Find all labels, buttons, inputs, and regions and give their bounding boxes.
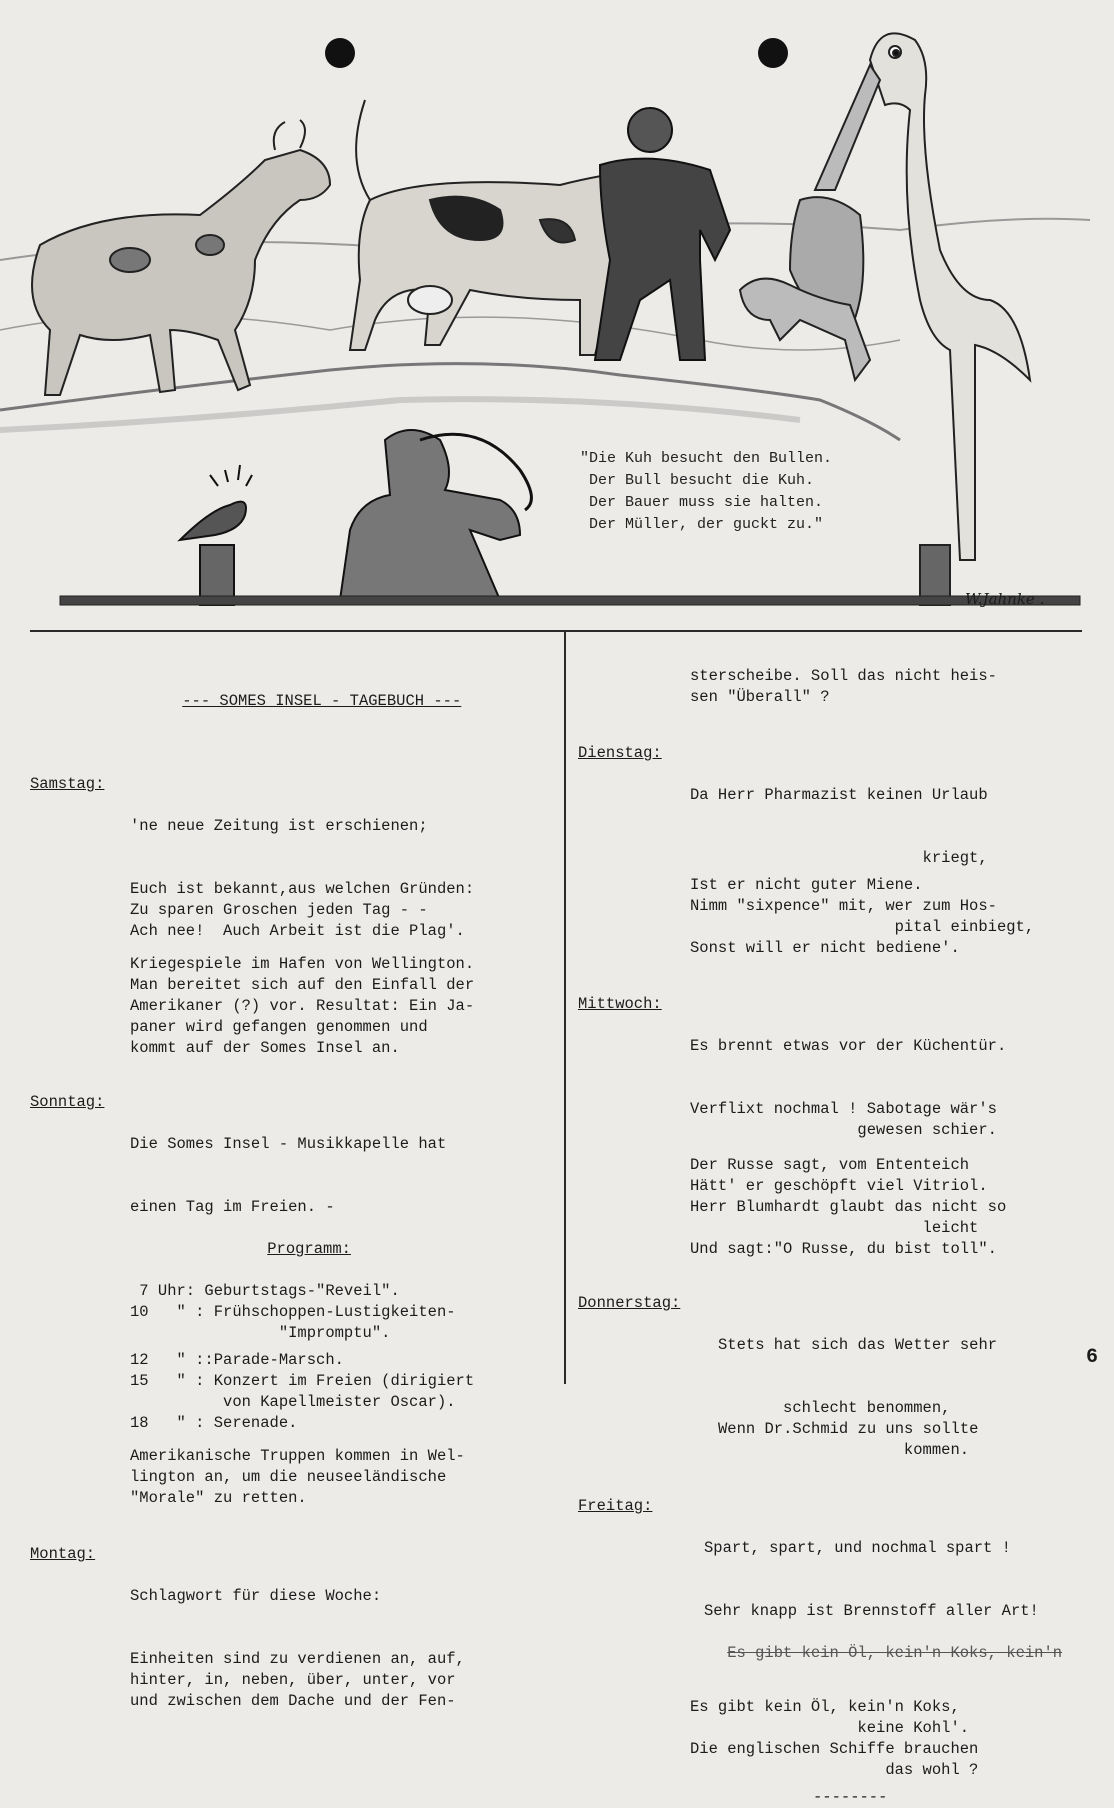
- programm-line: 12 " ::Parade-Marsch.: [130, 1351, 344, 1369]
- text-line: Man bereitet sich auf den Einfall der: [130, 976, 475, 994]
- diary-title: --- SOMES INSEL - TAGEBUCH ---: [182, 692, 462, 710]
- text-line: Hätt' er geschöpft viel Vitriol.: [690, 1177, 988, 1195]
- miller-figure: [340, 430, 531, 600]
- text-line: das wohl ?: [690, 1761, 979, 1779]
- text-line: Sonst will er nicht bediene'.: [690, 939, 960, 957]
- text-line: Da Herr Pharmazist keinen Urlaub: [690, 786, 988, 804]
- right-column: [578, 666, 1108, 1808]
- text-line: lington an, um die neuseeländische: [130, 1468, 447, 1486]
- text-line: Sehr knapp ist Brennstoff aller Art!: [704, 1602, 1039, 1620]
- text-line: Verflixt nochmal ! Sabotage wär's: [690, 1100, 997, 1118]
- left-column: [30, 670, 555, 1712]
- text-line: pital einbiegt,: [690, 918, 1035, 936]
- text-line: Es gibt kein Öl, kein'n Koks,: [690, 1698, 960, 1716]
- text-line: keine Kohl'.: [690, 1719, 970, 1737]
- illustrator-signature: W.Jahnke .: [965, 590, 1045, 608]
- bull-figure: [32, 120, 330, 395]
- text-line: 'ne neue Zeitung ist erschienen;: [130, 817, 428, 835]
- text-line: hinter, in, neben, über, unter, vor: [130, 1671, 456, 1689]
- text-line: Schlagwort für diese Woche:: [130, 1587, 382, 1605]
- programm-line: von Kapellmeister Oscar).: [130, 1393, 456, 1411]
- text-line: Stets hat sich das Wetter sehr: [718, 1336, 998, 1354]
- text-line: kriegt,: [690, 849, 988, 867]
- text-line: kommt auf der Somes Insel an.: [130, 1039, 400, 1057]
- text-line: leicht: [690, 1219, 979, 1237]
- text-line: schlecht benommen,: [690, 1399, 951, 1417]
- day-sonntag: Sonntag:: [30, 1093, 105, 1111]
- text-line: Wenn Dr.Schmid zu uns sollte: [718, 1420, 979, 1438]
- text-line: Ist er nicht guter Miene.: [690, 876, 923, 894]
- programm-line: 7 Uhr: Geburtstags-"Reveil".: [130, 1282, 400, 1300]
- text-line: Nimm "sixpence" mit, wer zum Hos-: [690, 897, 997, 915]
- text-line: einen Tag im Freien. -: [130, 1198, 335, 1216]
- caption-line: "Die Kuh besucht den Bullen.: [580, 450, 833, 467]
- page-number: 6: [1085, 1346, 1098, 1369]
- text-line: kommen.: [690, 1441, 970, 1459]
- programm-line: 15 " : Konzert im Freien (dirigiert: [130, 1372, 475, 1390]
- text-line: Einheiten sind zu verdienen an, auf,: [130, 1650, 465, 1668]
- text-line: Die Somes Insel - Musikkapelle hat: [130, 1135, 447, 1153]
- day-mittwoch: Mittwoch:: [578, 995, 662, 1013]
- caption-line: Der Bull besucht die Kuh.: [580, 472, 815, 489]
- text-line: gewesen schier.: [690, 1121, 997, 1139]
- programm-line: "Impromptu".: [130, 1324, 391, 1342]
- programm-line: 18 " : Serenade.: [130, 1414, 298, 1432]
- day-montag: Montag:: [30, 1545, 96, 1563]
- bird-on-post: [180, 465, 252, 605]
- cartoon-illustration: [0, 0, 1114, 620]
- text-line: Zu sparen Groschen jeden Tag - -: [130, 901, 428, 919]
- text-line: Amerikaner (?) vor. Resultat: Ein Ja-: [130, 997, 475, 1015]
- text-line: Der Russe sagt, vom Ententeich: [690, 1156, 970, 1174]
- text-line: Die englischen Schiffe brauchen: [690, 1740, 979, 1758]
- column-divider: [564, 632, 566, 1384]
- text-line: Und sagt:"O Russe, du bist toll".: [690, 1240, 997, 1258]
- caption-line: Der Müller, der guckt zu.": [580, 516, 824, 533]
- text-line: "Morale" zu retten.: [130, 1489, 307, 1507]
- text-line: Kriegespiele im Hafen von Wellington.: [130, 955, 475, 973]
- cartoon-caption: [580, 448, 910, 536]
- end-rule: --------: [813, 1788, 888, 1806]
- text-line: paner wird gefangen genommen und: [130, 1018, 428, 1036]
- caption-line: Der Bauer muss sie halten.: [580, 494, 824, 511]
- text-line: Es brennt etwas vor der Küchentür.: [690, 1037, 1007, 1055]
- struck-line: Es gibt kein Öl, kein'n Koks, kein'n: [727, 1644, 1063, 1662]
- text-line: Euch ist bekannt,aus welchen Gründen:: [130, 880, 475, 898]
- text-line: Herr Blumhardt glaubt das nicht so: [690, 1198, 1007, 1216]
- day-donnerstag: Donnerstag:: [578, 1294, 681, 1312]
- programm-heading: Programm:: [267, 1240, 351, 1258]
- text-line: und zwischen dem Dache und der Fen-: [130, 1692, 456, 1710]
- text-line: sen "Überall" ?: [690, 688, 830, 706]
- programm-line: 10 " : Frühschoppen-Lustigkeiten-: [130, 1303, 456, 1321]
- text-line: sterscheibe. Soll das nicht heis-: [690, 667, 997, 685]
- day-dienstag: Dienstag:: [578, 744, 662, 762]
- text-line: Ach nee! Auch Arbeit ist die Plag'.: [130, 922, 465, 940]
- text-line: Amerikanische Truppen kommen in Wel-: [130, 1447, 465, 1465]
- day-freitag: Freitag:: [578, 1497, 653, 1515]
- text-line: Spart, spart, und nochmal spart !: [704, 1539, 1011, 1557]
- day-samstag: Samstag:: [30, 775, 105, 793]
- horizontal-divider: [30, 630, 1082, 632]
- farmer-figure: [595, 108, 730, 360]
